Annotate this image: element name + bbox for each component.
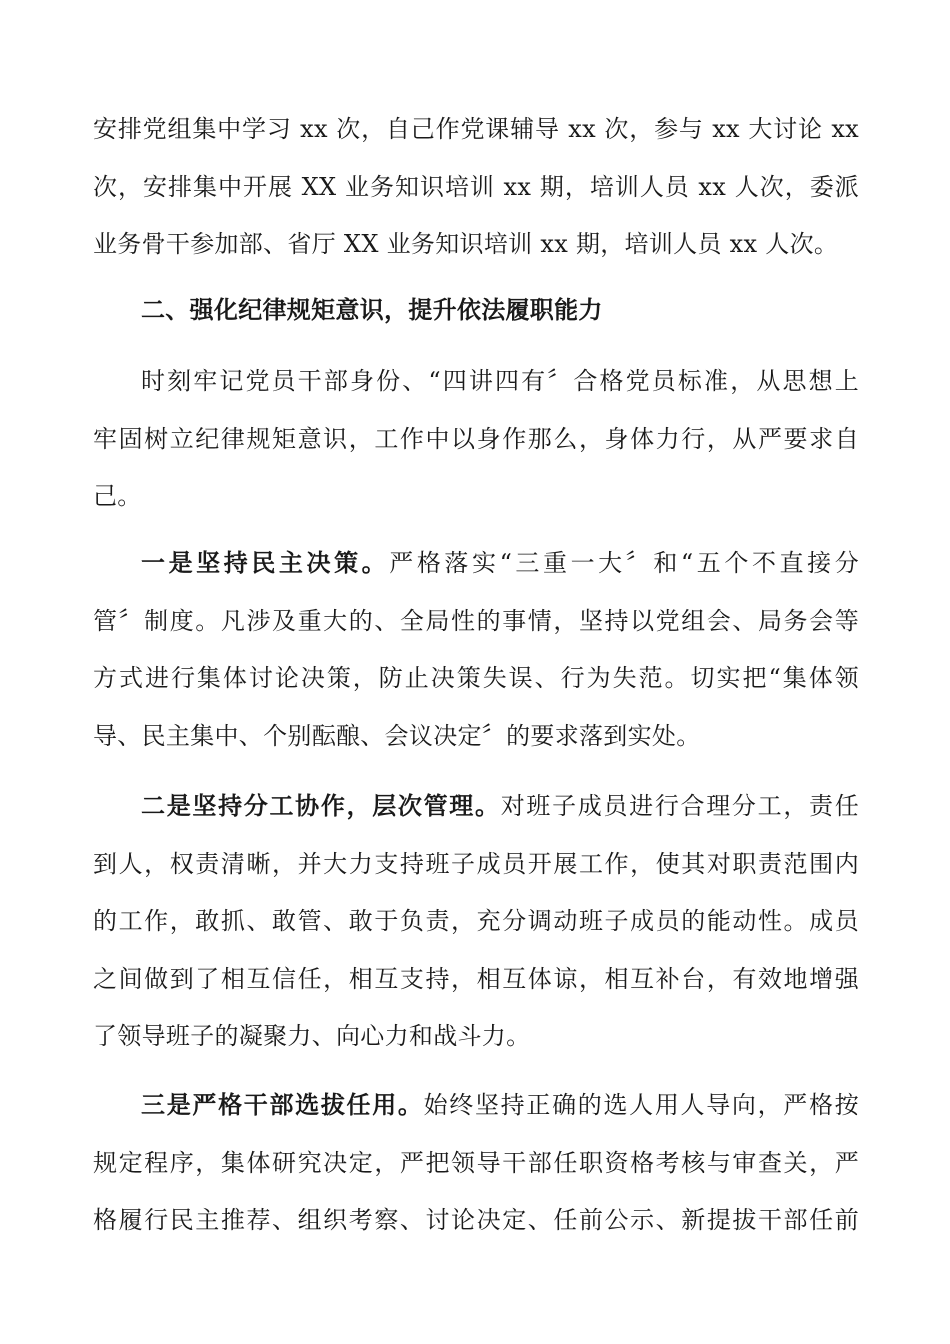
line-text: 始终坚持正确的选人用人导向，严格按: [423, 1091, 859, 1119]
paragraph-lead: 三是严格干部选拔任用。: [141, 1091, 424, 1119]
paragraph-division-of-work: [93, 778, 859, 1066]
text-line: [93, 778, 859, 836]
text-line: 牢固树立纪律规矩意识，工作中以身作那么，身体力行，从严要求自: [93, 424, 859, 453]
text-line: 规定程序，集体研究决定，严把领导干部任职资格考核与审查关，严: [93, 1148, 859, 1177]
paragraph-lead: 一是坚持民主决策。: [141, 549, 390, 577]
text-line: 次，安排集中开展 XX 业务知识培训 xx 期，培训人员 xx 人次，委派: [93, 172, 859, 201]
text-line: 己。: [93, 482, 142, 510]
text-line: [93, 1077, 859, 1135]
paragraph-lead: 二是坚持分工协作，层次管理。: [141, 792, 501, 820]
section-heading: [93, 282, 859, 340]
text-line: 之间做到了相互信任，相互支持，相互体谅，相互补台，有效地增强: [93, 964, 859, 993]
text-line: 格履行民主推荐、组织考察、讨论决定、任前公示、新提拔干部任前: [93, 1206, 859, 1234]
line-text: 对班子成员进行合理分工，责任: [500, 792, 860, 820]
text-line: 到人，权责清晰，并大力支持班子成员开展工作，使其对职责范围内: [93, 849, 859, 878]
paragraph-democratic-decision: [93, 535, 859, 765]
paragraph-cadre-selection: [93, 1077, 859, 1250]
text-line: 的工作，敢抓、敢管、敢于负责，充分调动班子成员的能动性。成员: [93, 907, 859, 935]
paragraph-discipline: [93, 353, 859, 526]
text-line: 安排党组集中学习 xx 次，自己作党课辅导 xx 次，参与 xx 大讨论 xx: [93, 115, 859, 143]
section-heading-text: 二、强化纪律规矩意识，提升依法履职能力: [141, 296, 603, 324]
text-line: 管〞制度。凡涉及重大的、全局性的事情，坚持以党组会、局务会等: [93, 606, 859, 635]
paragraph-training-summary: [93, 101, 859, 274]
line-text: 严格落实“三重一大〞和“五个不直接分: [389, 549, 859, 577]
text-line: 时刻牢记党员干部身份、“四讲四有〞合格党员标准，从思想上: [141, 367, 859, 395]
text-line: 导、民主集中、个别酝酿、会议决定〞的要求落到实处。: [93, 721, 701, 750]
text-line: 业务骨干参加部、省厅 XX 业务知识培训 xx 期，培训人员 xx 人次。: [93, 230, 839, 258]
text-line: [93, 535, 859, 593]
text-line: 方式进行集体讨论决策，防止决策失误、行为失范。切实把“集体领: [93, 664, 859, 692]
text-line: 了领导班子的凝聚力、向心力和战斗力。: [93, 1022, 531, 1050]
